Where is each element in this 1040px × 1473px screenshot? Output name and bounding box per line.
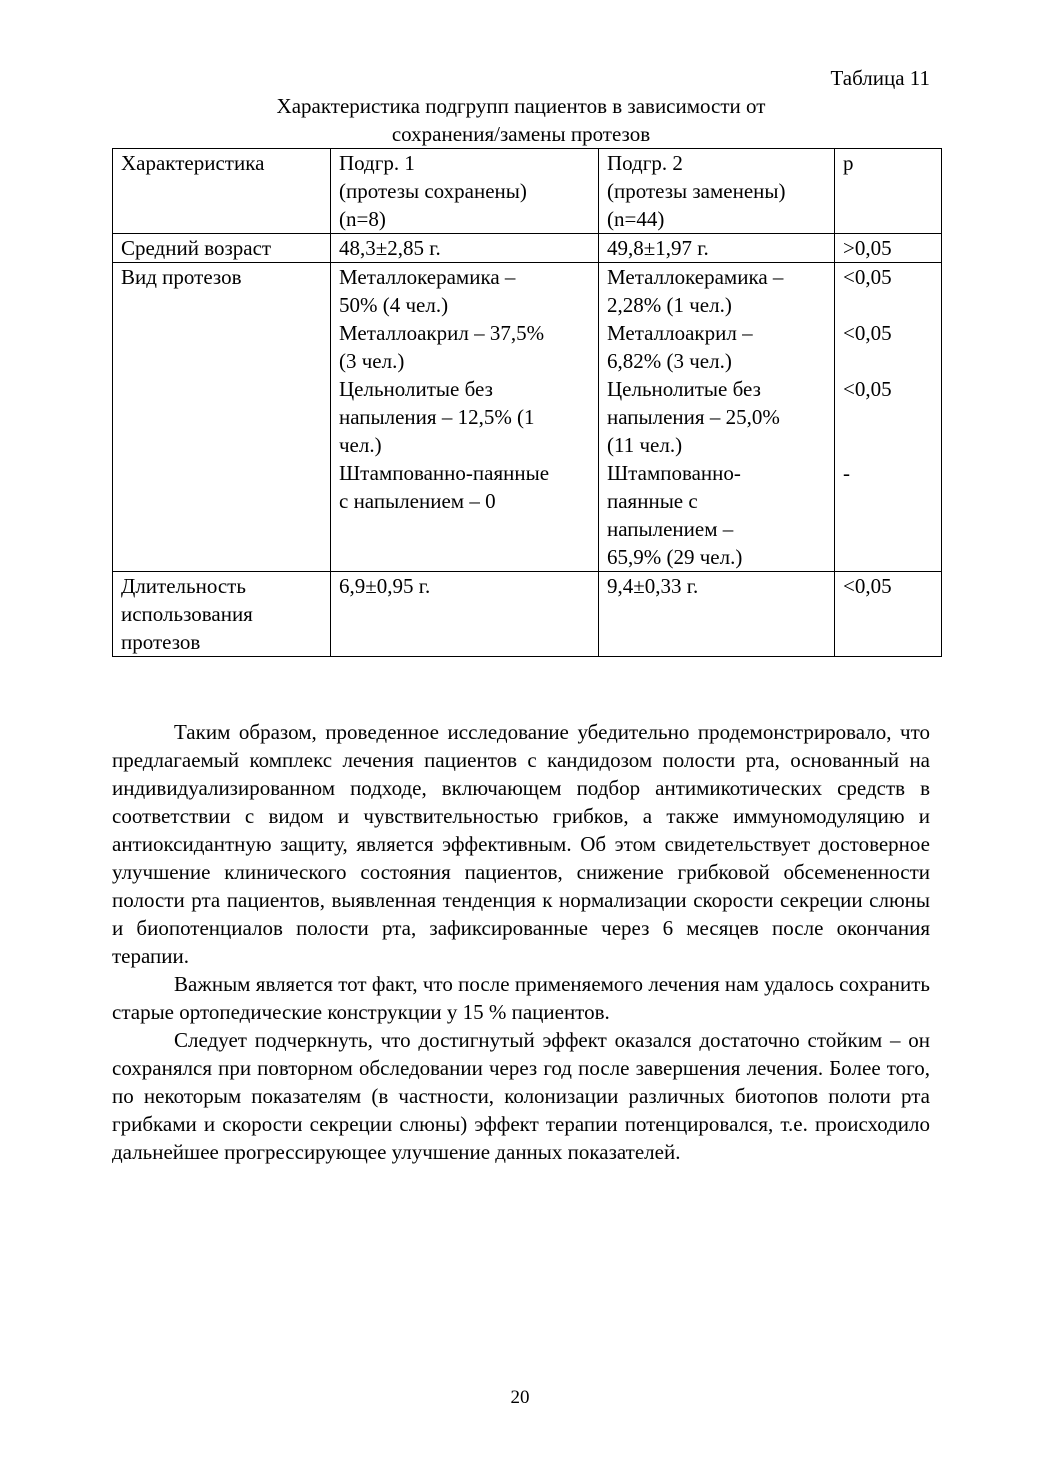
table-cell bbox=[331, 572, 599, 657]
cell-line: (n=44) bbox=[607, 207, 665, 231]
page-number: 20 bbox=[510, 1387, 530, 1408]
cell-line: Средний возраст bbox=[121, 236, 272, 260]
table-cell bbox=[835, 234, 942, 263]
cell-line: 50% (4 чел.) bbox=[339, 293, 449, 317]
cell-line: (протезы сохранены) bbox=[339, 179, 527, 203]
cell-line bbox=[843, 291, 935, 319]
cell-line: Металлоакрил – 37,5% bbox=[339, 321, 545, 345]
table-row bbox=[113, 263, 942, 572]
cell-line: Подгр. 1 bbox=[339, 151, 415, 175]
cell-line: (протезы заменены) bbox=[607, 179, 786, 203]
paragraph: Таким образом, проведенное исследование убедительно продемонстрировало, что предлагаемый комплекс лечения пациентов с кандидозом полости рта, основанный на индивидуализированном подходе, включающем подбор антимикотических средств в соответствии с видом и чувствительностью грибков, а также иммуномодуляцию и антиоксидантную защиту, является эффективным. Об этом свидетельствует достоверное улучшение клинического состояния пациентов, снижение грибковой обсемененности полости рта пациентов, выявленная тенденция к нормализации скорости секреции слюны и биопотенциалов полости рта, зафиксированные через 6 месяцев после окончания терапии. bbox=[112, 720, 930, 968]
table-cell bbox=[113, 234, 331, 263]
cell-line bbox=[843, 403, 935, 431]
cell-line: Характеристика bbox=[121, 151, 265, 175]
paragraph: Следует подчеркнуть, что достигнутый эффект оказался достаточно стойким – он сохранялся при повторном обследовании через год после завершения лечения. Более того, по некоторым показателям (в частности, колонизации различных биотопов полоти рта грибками и скорости секреции слюны) эффект терапии потенцировался, т.е. происходило дальнейшее прогрессирующее улучшение данных показателей. bbox=[112, 1028, 930, 1164]
table-cell bbox=[835, 149, 942, 234]
table-row bbox=[113, 234, 942, 263]
table-cell bbox=[331, 234, 599, 263]
body-text bbox=[112, 718, 930, 1166]
cell-line: Металлокерамика – bbox=[607, 265, 784, 289]
cell-line: Подгр. 2 bbox=[607, 151, 683, 175]
cell-line: напыления – 12,5% (1 bbox=[339, 405, 535, 429]
cell-line: <0,05 bbox=[843, 377, 892, 401]
cell-line: 2,28% (1 чел.) bbox=[607, 293, 732, 317]
cell-line: Металлокерамика – bbox=[339, 265, 516, 289]
cell-line: 6,82% (3 чел.) bbox=[607, 349, 732, 373]
table-title bbox=[112, 92, 930, 148]
cell-line: с напылением – 0 bbox=[339, 489, 496, 513]
cell-line: <0,05 bbox=[843, 574, 892, 598]
cell-line: Металлоакрил – bbox=[607, 321, 753, 345]
cell-line: 6,9±0,95 г. bbox=[339, 574, 431, 598]
cell-line: - bbox=[843, 461, 850, 485]
cell-line: (3 чел.) bbox=[339, 349, 405, 373]
cell-line: паянные с bbox=[607, 489, 698, 513]
table-cell bbox=[331, 149, 599, 234]
cell-line: (11 чел.) bbox=[607, 433, 683, 457]
cell-line: напыления – 25,0% bbox=[607, 405, 780, 429]
patient-subgroups-table bbox=[112, 148, 942, 657]
cell-line: 65,9% (29 чел.) bbox=[607, 545, 743, 569]
table-title-line: Характеристика подгрупп пациентов в зависимости от bbox=[276, 94, 766, 118]
cell-line: 49,8±1,97 г. bbox=[607, 236, 709, 260]
cell-line: (n=8) bbox=[339, 207, 386, 231]
cell-line: напылением – bbox=[607, 517, 734, 541]
cell-line: <0,05 bbox=[843, 321, 892, 345]
table-cell bbox=[835, 263, 942, 572]
cell-line: чел.) bbox=[339, 433, 382, 457]
table-label: Таблица 11 bbox=[830, 66, 930, 90]
cell-line: 9,4±0,33 г. bbox=[607, 574, 699, 598]
table-header-row bbox=[113, 149, 942, 234]
table-cell bbox=[113, 572, 331, 657]
table-row bbox=[113, 572, 942, 657]
cell-line bbox=[843, 431, 935, 459]
table-cell bbox=[599, 234, 835, 263]
table-cell bbox=[835, 572, 942, 657]
cell-line: Штампованно-паянные bbox=[339, 461, 550, 485]
table-cell bbox=[599, 572, 835, 657]
cell-line: Цельнолитые без bbox=[339, 377, 493, 401]
cell-line bbox=[843, 347, 935, 375]
cell-line: p bbox=[843, 151, 854, 175]
cell-line: <0,05 bbox=[843, 265, 892, 289]
cell-line: Вид протезов bbox=[121, 265, 242, 289]
table-cell bbox=[113, 149, 331, 234]
table-cell bbox=[599, 149, 835, 234]
cell-line: Длительность bbox=[121, 574, 246, 598]
table-cell bbox=[599, 263, 835, 572]
cell-line: >0,05 bbox=[843, 236, 892, 260]
cell-line: протезов bbox=[121, 630, 201, 654]
table-title-line: сохранения/замены протезов bbox=[391, 122, 651, 146]
paragraph: Важным является тот факт, что после применяемого лечения нам удалось сохранить старые ортопедические конструкции у 15 % пациентов. bbox=[112, 972, 930, 1024]
cell-line: использования bbox=[121, 602, 253, 626]
cell-line: Цельнолитые без bbox=[607, 377, 761, 401]
cell-line: Штампованно- bbox=[607, 461, 741, 485]
table-cell bbox=[113, 263, 331, 572]
table-cell bbox=[331, 263, 599, 572]
cell-line: 48,3±2,85 г. bbox=[339, 236, 441, 260]
